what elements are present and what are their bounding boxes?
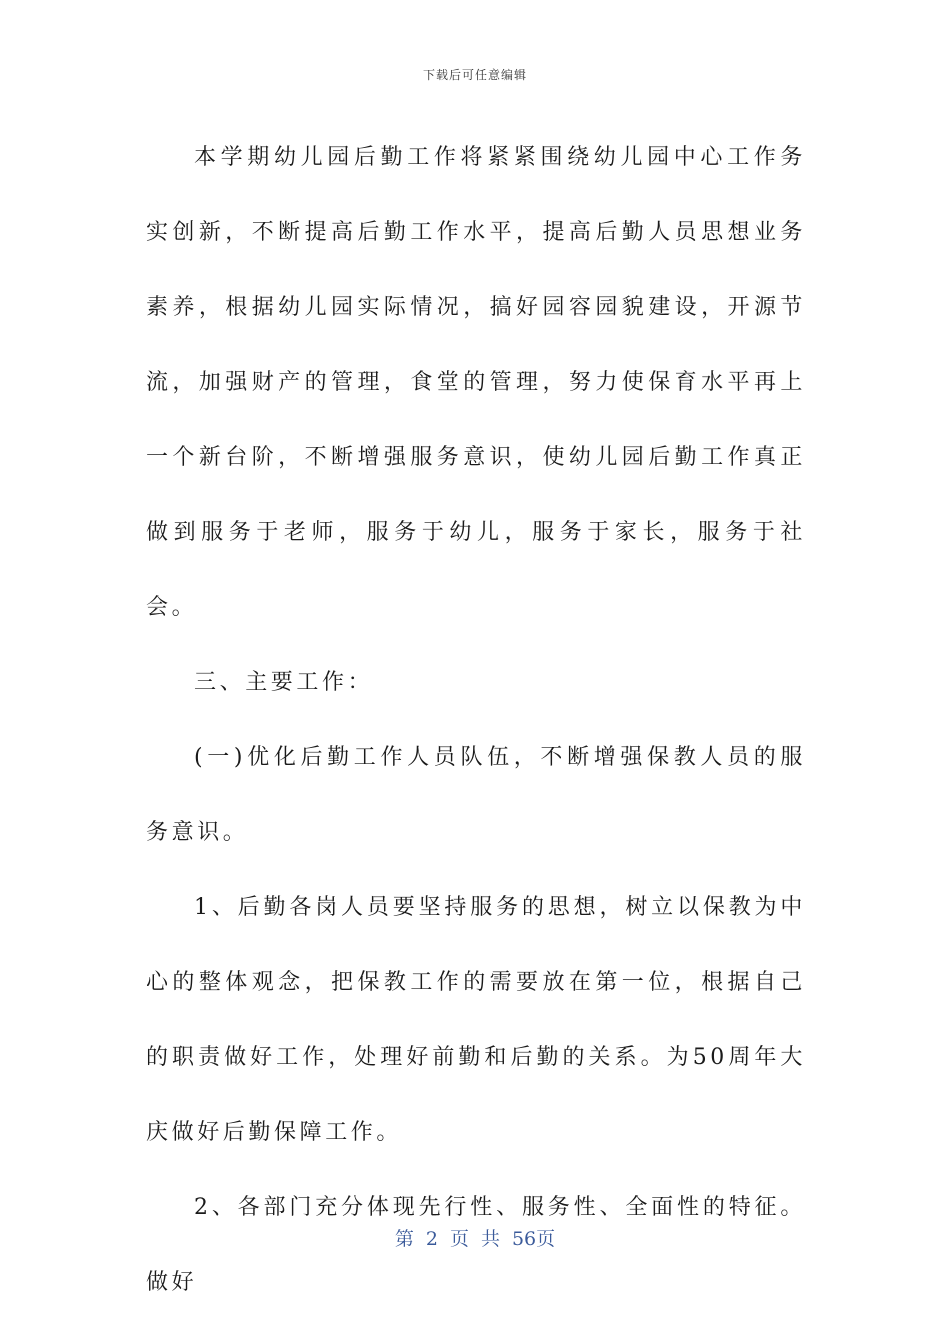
footer-page-number: 2 — [425, 1228, 438, 1250]
subsection-heading-1: (一)优化后勤工作人员队伍，不断增强保教人员的服务意识。 — [146, 745, 806, 845]
page-footer — [0, 1224, 950, 1251]
list-item-1: 1、后勤各岗人员要坚持服务的思想，树立以保教为中心的整体观念，把保教工作的需要放在第一位，根据自己的职责做好工作，处理好前勤和后勤的关系。为50周年大庆做好后勤保障工作。 — [146, 895, 806, 1145]
document-body — [146, 120, 806, 1320]
footer-page-unit: 页 — [449, 1228, 469, 1250]
footer-total-prefix: 共 — [480, 1228, 500, 1250]
page-header-note: 下载后可任意编辑 — [422, 68, 527, 82]
paragraph-intro: 本学期幼儿园后勤工作将紧紧围绕幼儿园中心工作务实创新，不断提高后勤工作水平，提高后勤人员思想业务素养，根据幼儿园实际情况，搞好园容园貌建设，开源节流，加强财产的管理，食堂的管理，努力使保育水平再上一个新台阶，不断增强服务意识，使幼儿园后勤工作真正做到服务于老师，服务于幼儿，服务于家长，服务于社会。 — [146, 145, 806, 620]
footer-prefix: 第 — [394, 1228, 414, 1250]
footer-total-pages: 56页 — [511, 1228, 556, 1250]
section-heading-main-work: 三、主要工作： — [194, 670, 374, 695]
list-item-2: 2、各部门充分体现先行性、服务性、全面性的特征。做好 — [146, 1195, 806, 1295]
